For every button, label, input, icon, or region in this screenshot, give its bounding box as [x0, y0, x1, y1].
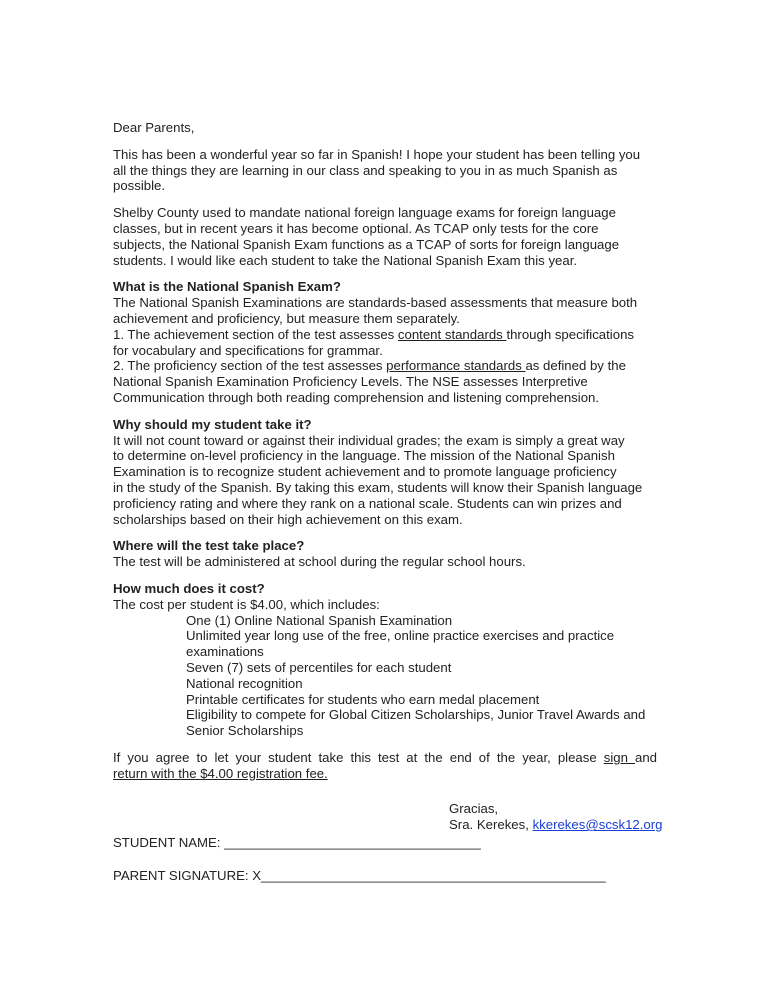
- text-line: Communication through both reading comprehension and listening comprehension.: [113, 389, 600, 405]
- where-section: [113, 538, 657, 570]
- underlined-text: sign: [603, 749, 635, 765]
- text-line: for vocabulary and specifications for grammar.: [113, 342, 383, 358]
- section-heading: How much does it cost?: [113, 580, 265, 596]
- cost-section: [113, 581, 657, 739]
- text-line: It will not count toward or against their individual grades; the exam is simply a great way: [113, 432, 625, 448]
- section-heading: What is the National Spanish Exam?: [113, 279, 341, 295]
- text-line: [113, 750, 657, 766]
- cost-item: National recognition: [186, 675, 303, 691]
- agree-paragraph: [113, 750, 657, 782]
- section-heading: Why should my student take it?: [113, 416, 312, 432]
- text-line: students. I would like each student to take the National Spanish Exam this year.: [113, 252, 578, 268]
- teacher-name: Sra. Kerekes,: [449, 817, 533, 833]
- closing-name: [449, 817, 663, 833]
- text-line: in the study of the Spanish. By taking this exam, students will know their Spanish language: [113, 479, 643, 495]
- text-line: The test will be administered at school during the regular school hours.: [113, 554, 526, 570]
- closing-thanks: Gracias,: [449, 801, 499, 817]
- cost-item: One (1) Online National Spanish Examination: [186, 612, 453, 628]
- context-paragraph: [113, 205, 657, 268]
- cost-item: Printable certificates for students who earn medal placement: [186, 691, 540, 707]
- text-line: scholarships based on their high achievement on this exam.: [113, 511, 463, 527]
- letter-body: [113, 120, 663, 884]
- text: If you agree to let your student take this test at the end of the year, please: [113, 749, 604, 765]
- text-line: [113, 358, 657, 374]
- greeting-text: Dear Parents,: [113, 120, 195, 135]
- text-line: achievement and proficiency, but measure them separately.: [113, 310, 460, 326]
- section-heading: Where will the test take place?: [113, 538, 305, 554]
- text-line: Shelby County used to mandate national foreign language exams for foreign language: [113, 205, 616, 221]
- text-line: to determine on-level proficiency in the language. The mission of the National Spanish: [113, 448, 615, 464]
- cost-item: Seven (7) sets of percentiles for each student: [186, 659, 452, 675]
- text-line: [113, 766, 657, 782]
- why-section: [113, 417, 657, 528]
- what-section: [113, 279, 657, 405]
- text: 2. The proficiency section of the test assesses: [113, 358, 387, 374]
- underlined-text: content standards: [397, 326, 507, 342]
- text: 1. The achievement section of the test assesses: [113, 326, 398, 342]
- text-line: [113, 327, 657, 343]
- email-link[interactable]: kkerekes@scsk12.org: [532, 817, 663, 833]
- text-line: The National Spanish Examinations are standards-based assessments that measure both: [113, 295, 638, 311]
- text: as defined by the: [525, 358, 626, 374]
- text-line: The cost per student is $4.00, which includes:: [113, 596, 380, 612]
- cost-item: Eligibility to compete for Global Citizen Scholarships, Junior Travel Awards and: [186, 707, 646, 723]
- text: through specifications: [506, 326, 634, 342]
- text-line: all the things they are learning in our class and speaking to you in as much Spanish as: [113, 162, 618, 178]
- closing-signature: [449, 801, 663, 833]
- parent-signature-field[interactable]: PARENT SIGNATURE: X_______________________________________________: [113, 867, 606, 883]
- underlined-text: return with the $4.00 registration fee.: [113, 765, 328, 781]
- text-line: classes, but in recent years it has become optional. As TCAP only tests for the core: [113, 220, 599, 236]
- text-line: Examination is to recognize student achievement and to promote language proficiency: [113, 464, 617, 480]
- cost-item: Unlimited year long use of the free, online practice exercises and practice: [186, 628, 615, 644]
- form-fields: [113, 835, 657, 884]
- cost-item: examinations: [186, 644, 264, 660]
- text-line: subjects, the National Spanish Exam functions as a TCAP of sorts for foreign language: [113, 236, 620, 252]
- text-line: possible.: [113, 178, 166, 194]
- text-line: This has been a wonderful year so far in Spanish! I hope your student has been telling you: [113, 146, 641, 162]
- text-line: National Spanish Examination Proficiency Levels. The NSE assesses Interpretive: [113, 374, 588, 390]
- text: and: [635, 749, 658, 765]
- underlined-text: performance standards: [386, 358, 526, 374]
- greeting: [113, 120, 657, 136]
- intro-paragraph: [113, 147, 657, 194]
- student-name-field[interactable]: STUDENT NAME: ___________________________________: [113, 835, 481, 851]
- text-line: proficiency rating and where they rank on a national scale. Students can win prizes and: [113, 495, 622, 511]
- cost-item: Senior Scholarships: [186, 723, 304, 739]
